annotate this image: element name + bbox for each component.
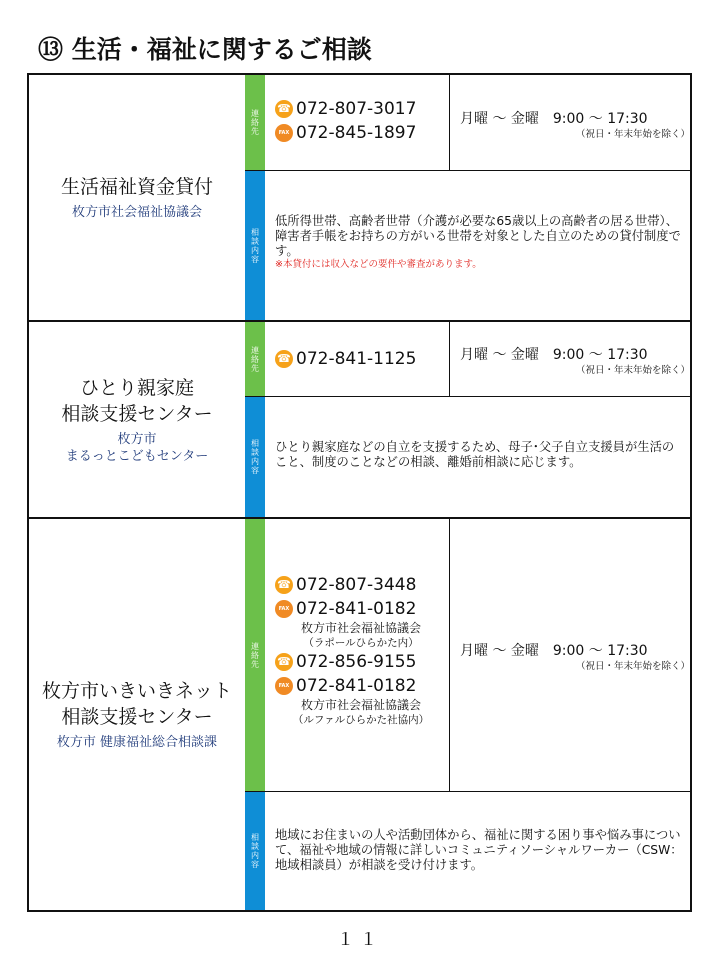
hours-note: （祝日・年末年始を除く）	[575, 129, 690, 140]
divider	[245, 396, 690, 397]
hours-text: 月曜 ～ 金曜 9:00 ～ 17:30	[460, 111, 648, 127]
consultation-description	[275, 214, 685, 271]
contact-label-strip: 連絡先	[245, 519, 265, 791]
office-location: （ラポールひらかた内）	[303, 637, 419, 649]
consultation-description	[275, 828, 685, 873]
hours-text: 月曜 ～ 金曜 9:00 ～ 17:30	[460, 347, 648, 363]
consultation-description	[275, 440, 685, 470]
office-hours	[460, 640, 690, 672]
content-label-strip: 相談内容	[245, 397, 265, 517]
fax-icon	[275, 677, 293, 695]
fax-number: 072-841-0182	[296, 599, 417, 619]
divider	[449, 519, 450, 791]
contact-label-strip: 連絡先	[245, 322, 265, 396]
page-number: １１	[337, 930, 383, 950]
divider	[245, 170, 690, 171]
tel-number[interactable]: 072-807-3448	[296, 575, 417, 595]
service-name-line1: ひとり親家庭	[79, 376, 194, 399]
contact-numbers	[275, 573, 447, 727]
hours-note: （祝日・年末年始を除く）	[575, 365, 690, 376]
divider	[449, 322, 450, 396]
service-org: 枚方市社会福祉協議会	[71, 205, 202, 220]
page-title: ⑬ 生活・福祉に関するご相談	[38, 35, 372, 64]
section-seikatsu-fukushi	[27, 73, 692, 322]
service-name-line1: 枚方市いきいきネット	[41, 680, 232, 702]
fax-number: 072-841-0182	[296, 676, 417, 696]
fax-row	[275, 674, 447, 698]
service-name-line2: 相談支援センター	[61, 706, 213, 728]
divider	[245, 791, 690, 792]
service-name-line2: 相談支援センター	[61, 402, 213, 425]
content-label-strip: 相談内容	[245, 171, 265, 320]
description-text: 低所得世帯、高齢者世帯（介護が必要な65歳以上の高齢者の居る世帯）、障害者手帳をお持ちの方がいる世帯を対象とした自立のための貸付制度です。	[275, 214, 681, 258]
phone-icon	[275, 576, 293, 594]
contact-label-strip: 連絡先	[245, 75, 265, 170]
warning-note: ※本貸付には収入などの要件や審査があります。	[275, 259, 482, 270]
description-text: ひとり親家庭などの自立を支援するため、母子･父子自立支援員が生活のこと、制度のことなどの相談、離婚前相談に応じます。	[275, 440, 675, 469]
section-name-cell	[29, 519, 245, 910]
office-hours	[460, 108, 690, 140]
section-name-cell	[29, 75, 245, 320]
divider	[449, 75, 450, 170]
office-location: （ルファルひらかた社協内）	[292, 714, 430, 726]
tel-number[interactable]: 072-856-9155	[296, 652, 417, 672]
office-name: 枚方市社会福祉協議会	[300, 621, 421, 635]
tel-number[interactable]: 072-841-1125	[296, 349, 417, 369]
fax-icon	[275, 600, 293, 618]
fax-icon	[275, 124, 293, 142]
tel-number[interactable]: 072-807-3017	[296, 99, 417, 119]
tel-row	[275, 573, 447, 597]
service-name: 生活福祉資金貸付	[60, 176, 213, 198]
service-org-line1: 枚方市	[117, 431, 157, 447]
tel-row	[275, 347, 447, 371]
contact-numbers	[275, 97, 447, 145]
office-name: 枚方市社会福祉協議会	[300, 698, 421, 712]
section-name-cell	[29, 322, 245, 517]
tel-row	[275, 97, 447, 121]
hours-note: （祝日・年末年始を除く）	[575, 661, 690, 672]
description-text: 地域にお住まいの人や活動団体から、福祉に関する困り事や悩み事について、福祉や地域の情報に詳しいコミュニティソーシャルワーカー（CSW：地域相談員）が相談を受け付けます。	[275, 828, 683, 872]
tel-row	[275, 650, 447, 674]
content-label-strip: 相談内容	[245, 792, 265, 910]
section-hitorioya	[27, 320, 692, 519]
fax-number: 072-845-1897	[296, 123, 417, 143]
fax-row	[275, 597, 447, 621]
contact-numbers	[275, 347, 447, 371]
office-hours	[460, 344, 690, 376]
service-org-line2: まるっとこどもセンター	[65, 448, 209, 464]
hours-text: 月曜 ～ 金曜 9:00 ～ 17:30	[460, 643, 648, 659]
phone-icon	[275, 350, 293, 368]
fax-row	[275, 121, 447, 145]
phone-icon	[275, 653, 293, 671]
section-ikiiki-net	[27, 517, 692, 912]
service-org: 枚方市 健康福祉総合相談課	[56, 735, 218, 750]
phone-icon	[275, 100, 293, 118]
